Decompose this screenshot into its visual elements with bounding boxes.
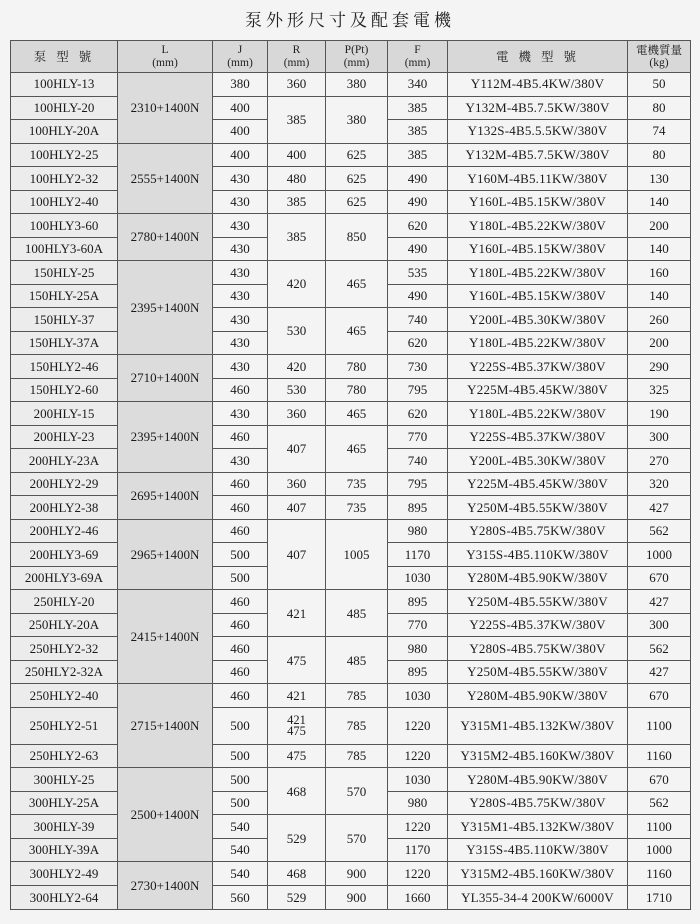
pump-model: 100HLY3-60 (11, 214, 118, 238)
motor-weight: 1000 (628, 838, 691, 862)
length-L: 2710+1400N (118, 355, 213, 402)
pump-model: 300HLY-39 (11, 815, 118, 839)
dim-P: 900 (326, 885, 388, 909)
dim-R: 468 (268, 768, 326, 815)
dim-J: 430 (213, 331, 268, 355)
dim-F: 340 (388, 73, 448, 97)
motor-weight: 670 (628, 768, 691, 792)
motor-weight: 670 (628, 566, 691, 590)
table-row (11, 143, 691, 167)
motor-weight: 270 (628, 449, 691, 473)
dim-R: 480 (268, 167, 326, 191)
header-J: J (mm) (213, 41, 268, 73)
dim-J: 430 (213, 402, 268, 426)
motor-weight: 140 (628, 190, 691, 214)
table-row (11, 496, 691, 520)
dim-F: 740 (388, 449, 448, 473)
motor-model: Y315M1-4B5.132KW/380V (448, 707, 628, 744)
dim-F: 1030 (388, 768, 448, 792)
table-row (11, 815, 691, 839)
dim-P: 570 (326, 768, 388, 815)
motor-model: Y180L-4B5.22KW/380V (448, 261, 628, 285)
dim-J: 430 (213, 190, 268, 214)
motor-model: Y132M-4B5.7.5KW/380V (448, 96, 628, 120)
dim-P: 380 (326, 73, 388, 97)
dim-J: 430 (213, 355, 268, 379)
motor-weight: 427 (628, 590, 691, 614)
dim-F: 795 (388, 472, 448, 496)
motor-weight: 1100 (628, 707, 691, 744)
motor-model: Y315S-4B5.110KW/380V (448, 838, 628, 862)
motor-weight: 300 (628, 613, 691, 637)
pump-model: 100HLY-20 (11, 96, 118, 120)
motor-weight: 200 (628, 214, 691, 238)
dim-J: 500 (213, 744, 268, 768)
dim-J: 500 (213, 791, 268, 815)
motor-model: Y315M1-4B5.132KW/380V (448, 815, 628, 839)
table-row (11, 590, 691, 614)
length-L: 2310+1400N (118, 73, 213, 144)
length-L: 2500+1400N (118, 768, 213, 862)
table-row (11, 214, 691, 238)
header-motor: 電 機 型 號 (448, 41, 628, 73)
table-row (11, 190, 691, 214)
motor-model: Y160L-4B5.15KW/380V (448, 284, 628, 308)
table-row (11, 73, 691, 97)
dim-F: 895 (388, 496, 448, 520)
motor-weight: 1160 (628, 744, 691, 768)
dim-P: 1005 (326, 519, 388, 590)
dim-F: 730 (388, 355, 448, 379)
dim-J: 430 (213, 214, 268, 238)
motor-weight: 200 (628, 331, 691, 355)
dim-J: 460 (213, 425, 268, 449)
pump-model: 250HLY-20 (11, 590, 118, 614)
pump-model: 100HLY2-32 (11, 167, 118, 191)
table-row (11, 425, 691, 449)
dim-J: 400 (213, 143, 268, 167)
dim-J: 500 (213, 707, 268, 744)
motor-model: Y225S-4B5.37KW/380V (448, 425, 628, 449)
table-row (11, 96, 691, 120)
dim-F: 490 (388, 167, 448, 191)
dim-J: 460 (213, 519, 268, 543)
motor-model: Y160M-4B5.11KW/380V (448, 167, 628, 191)
dim-J: 430 (213, 167, 268, 191)
dim-R-upper: 421 (287, 712, 306, 727)
dim-F: 620 (388, 402, 448, 426)
dim-P: 780 (326, 355, 388, 379)
motor-weight: 562 (628, 791, 691, 815)
motor-model: Y160L-4B5.15KW/380V (448, 190, 628, 214)
dim-F: 1220 (388, 707, 448, 744)
motor-weight: 160 (628, 261, 691, 285)
dim-R (268, 707, 326, 744)
dim-R: 385 (268, 214, 326, 261)
motor-weight: 1100 (628, 815, 691, 839)
table-row (11, 744, 691, 768)
dim-F: 770 (388, 613, 448, 637)
pump-model: 250HLY2-40 (11, 684, 118, 708)
dim-J: 540 (213, 862, 268, 886)
dim-P: 465 (326, 308, 388, 355)
dim-R: 530 (268, 378, 326, 402)
motor-weight: 562 (628, 519, 691, 543)
motor-model: Y280S-4B5.75KW/380V (448, 637, 628, 661)
dim-R-lower: 475 (287, 723, 306, 738)
dim-J: 540 (213, 838, 268, 862)
dim-J: 460 (213, 637, 268, 661)
dim-F: 1170 (388, 838, 448, 862)
dim-J: 500 (213, 543, 268, 567)
dim-F: 490 (388, 190, 448, 214)
dim-F: 795 (388, 378, 448, 402)
page-title: 泵外形尺寸及配套電機 (245, 11, 455, 31)
dim-F: 620 (388, 331, 448, 355)
pump-model: 100HLY-13 (11, 73, 118, 97)
table-row (11, 355, 691, 379)
dim-R: 475 (268, 637, 326, 684)
table-row (11, 684, 691, 708)
dim-P: 380 (326, 96, 388, 143)
motor-weight: 140 (628, 284, 691, 308)
dim-F: 1220 (388, 862, 448, 886)
dim-P: 735 (326, 472, 388, 496)
table-row (11, 402, 691, 426)
table-row (11, 707, 691, 744)
dim-J: 400 (213, 120, 268, 144)
pump-model: 250HLY2-32A (11, 660, 118, 684)
dim-R: 420 (268, 355, 326, 379)
pump-model: 150HLY2-60 (11, 378, 118, 402)
header-R: R (mm) (268, 41, 326, 73)
motor-weight: 50 (628, 73, 691, 97)
header-L: L (mm) (118, 41, 213, 73)
dim-F: 1220 (388, 815, 448, 839)
pump-model: 200HLY2-38 (11, 496, 118, 520)
dim-J: 430 (213, 449, 268, 473)
pump-model: 200HLY2-29 (11, 472, 118, 496)
dim-R: 468 (268, 862, 326, 886)
length-L: 2715+1400N (118, 684, 213, 768)
table-row (11, 885, 691, 909)
dim-R: 407 (268, 425, 326, 472)
dim-J: 460 (213, 684, 268, 708)
dim-F: 620 (388, 214, 448, 238)
dim-F: 1170 (388, 543, 448, 567)
table-row (11, 261, 691, 285)
dim-J: 430 (213, 284, 268, 308)
pump-model: 150HLY2-46 (11, 355, 118, 379)
header-P: P(Pt) (mm) (326, 41, 388, 73)
motor-weight: 427 (628, 496, 691, 520)
motor-weight: 670 (628, 684, 691, 708)
motor-model: Y280S-4B5.75KW/380V (448, 791, 628, 815)
motor-model: Y315M2-4B5.160KW/380V (448, 862, 628, 886)
dim-P: 625 (326, 143, 388, 167)
motor-model: Y160L-4B5.15KW/380V (448, 237, 628, 261)
motor-model: Y250M-4B5.55KW/380V (448, 590, 628, 614)
dim-P: 785 (326, 684, 388, 708)
dim-R: 421 (268, 684, 326, 708)
dim-J: 430 (213, 308, 268, 332)
dim-J: 430 (213, 261, 268, 285)
dim-F: 980 (388, 637, 448, 661)
motor-model: Y225M-4B5.45KW/380V (448, 378, 628, 402)
dim-R: 421 (268, 590, 326, 637)
pump-model: 300HLY2-64 (11, 885, 118, 909)
dim-J: 430 (213, 237, 268, 261)
dim-P: 850 (326, 214, 388, 261)
pump-model: 100HLY2-25 (11, 143, 118, 167)
dim-J: 460 (213, 378, 268, 402)
dim-F: 385 (388, 120, 448, 144)
dim-P: 625 (326, 167, 388, 191)
dim-J: 500 (213, 768, 268, 792)
table-row (11, 167, 691, 191)
pump-model: 100HLY3-60A (11, 237, 118, 261)
dim-P: 465 (326, 402, 388, 426)
dim-P: 780 (326, 378, 388, 402)
dim-F: 1220 (388, 744, 448, 768)
length-L: 2415+1400N (118, 590, 213, 684)
dim-R: 407 (268, 496, 326, 520)
table-row (11, 862, 691, 886)
dim-P: 785 (326, 707, 388, 744)
pump-model: 100HLY2-40 (11, 190, 118, 214)
dim-R: 407 (268, 519, 326, 590)
dim-F: 770 (388, 425, 448, 449)
dim-R: 385 (268, 190, 326, 214)
length-L: 2965+1400N (118, 519, 213, 590)
table-row (11, 378, 691, 402)
pump-model: 300HLY-25 (11, 768, 118, 792)
dim-F: 385 (388, 143, 448, 167)
dim-P: 485 (326, 637, 388, 684)
dim-R: 475 (268, 744, 326, 768)
dim-F: 385 (388, 96, 448, 120)
table-row (11, 637, 691, 661)
pump-model: 100HLY-20A (11, 120, 118, 144)
motor-weight: 260 (628, 308, 691, 332)
dim-R: 529 (268, 815, 326, 862)
pump-model: 150HLY-25A (11, 284, 118, 308)
pump-model: 250HLY-20A (11, 613, 118, 637)
length-L: 2695+1400N (118, 472, 213, 519)
motor-model: Y200L-4B5.30KW/380V (448, 449, 628, 473)
motor-model: Y280M-4B5.90KW/380V (448, 768, 628, 792)
table-row (11, 308, 691, 332)
pump-model: 200HLY2-46 (11, 519, 118, 543)
pump-model: 200HLY3-69A (11, 566, 118, 590)
dim-R: 529 (268, 885, 326, 909)
motor-weight: 80 (628, 143, 691, 167)
motor-weight: 290 (628, 355, 691, 379)
motor-weight: 427 (628, 660, 691, 684)
dim-R: 360 (268, 472, 326, 496)
motor-model: Y132S-4B5.5.5KW/380V (448, 120, 628, 144)
pump-model: 300HLY-39A (11, 838, 118, 862)
motor-model: Y280S-4B5.75KW/380V (448, 519, 628, 543)
dim-J: 460 (213, 613, 268, 637)
pump-spec-table (10, 40, 691, 910)
dim-F: 895 (388, 660, 448, 684)
pump-model: 150HLY-37 (11, 308, 118, 332)
pump-model: 200HLY3-69 (11, 543, 118, 567)
pump-model: 250HLY2-51 (11, 707, 118, 744)
table-row (11, 768, 691, 792)
motor-weight: 1710 (628, 885, 691, 909)
pump-model: 200HLY-15 (11, 402, 118, 426)
header-F: F (mm) (388, 41, 448, 73)
length-L: 2730+1400N (118, 862, 213, 910)
dim-F: 535 (388, 261, 448, 285)
dim-R: 385 (268, 96, 326, 143)
dim-F: 895 (388, 590, 448, 614)
motor-model: Y200L-4B5.30KW/380V (448, 308, 628, 332)
pump-model: 250HLY2-32 (11, 637, 118, 661)
dim-J: 460 (213, 496, 268, 520)
header-row (11, 41, 691, 73)
dim-F: 1030 (388, 684, 448, 708)
motor-weight: 130 (628, 167, 691, 191)
dim-F: 1030 (388, 566, 448, 590)
dim-R: 400 (268, 143, 326, 167)
table-row (11, 472, 691, 496)
motor-weight: 74 (628, 120, 691, 144)
dim-P: 625 (326, 190, 388, 214)
pump-model: 250HLY2-63 (11, 744, 118, 768)
motor-model: Y180L-4B5.22KW/380V (448, 331, 628, 355)
length-L: 2395+1400N (118, 402, 213, 473)
dim-J: 460 (213, 472, 268, 496)
dim-P: 465 (326, 425, 388, 472)
pump-model: 300HLY-25A (11, 791, 118, 815)
motor-weight: 325 (628, 378, 691, 402)
motor-weight: 320 (628, 472, 691, 496)
dim-J: 500 (213, 566, 268, 590)
pump-model: 150HLY-37A (11, 331, 118, 355)
dim-P: 785 (326, 744, 388, 768)
table-body (11, 73, 691, 910)
pump-model: 200HLY-23 (11, 425, 118, 449)
header-model: 泵 型 號 (11, 41, 118, 73)
motor-weight: 80 (628, 96, 691, 120)
motor-model: Y315S-4B5.110KW/380V (448, 543, 628, 567)
dim-J: 460 (213, 590, 268, 614)
motor-model: Y225S-4B5.37KW/380V (448, 613, 628, 637)
length-L: 2555+1400N (118, 143, 213, 214)
motor-model: Y132M-4B5.7.5KW/380V (448, 143, 628, 167)
motor-model: YL355-34-4 200KW/6000V (448, 885, 628, 909)
dim-P: 570 (326, 815, 388, 862)
dim-R: 360 (268, 73, 326, 97)
dim-P: 485 (326, 590, 388, 637)
pump-model: 300HLY2-49 (11, 862, 118, 886)
dim-J: 540 (213, 815, 268, 839)
motor-weight: 300 (628, 425, 691, 449)
header-weight: 電機質量 (kg) (628, 41, 691, 73)
dim-P: 465 (326, 261, 388, 308)
dim-P: 735 (326, 496, 388, 520)
dim-F: 980 (388, 519, 448, 543)
dim-J: 400 (213, 96, 268, 120)
motor-model: Y180L-4B5.22KW/380V (448, 214, 628, 238)
motor-model: Y280M-4B5.90KW/380V (448, 684, 628, 708)
dim-F: 740 (388, 308, 448, 332)
motor-model: Y250M-4B5.55KW/380V (448, 496, 628, 520)
motor-weight: 1160 (628, 862, 691, 886)
motor-model: Y180L-4B5.22KW/380V (448, 402, 628, 426)
pump-model: 150HLY-25 (11, 261, 118, 285)
pump-model: 200HLY-23A (11, 449, 118, 473)
motor-model: Y225M-4B5.45KW/380V (448, 472, 628, 496)
motor-weight: 190 (628, 402, 691, 426)
dim-R: 530 (268, 308, 326, 355)
motor-model: Y250M-4B5.55KW/380V (448, 660, 628, 684)
dim-P: 900 (326, 862, 388, 886)
motor-weight: 562 (628, 637, 691, 661)
dim-J: 560 (213, 885, 268, 909)
motor-model: Y280M-4B5.90KW/380V (448, 566, 628, 590)
length-L: 2395+1400N (118, 261, 213, 355)
dim-F: 1660 (388, 885, 448, 909)
dim-F: 490 (388, 284, 448, 308)
motor-weight: 140 (628, 237, 691, 261)
motor-model: Y225S-4B5.37KW/380V (448, 355, 628, 379)
length-L: 2780+1400N (118, 214, 213, 261)
motor-weight: 1000 (628, 543, 691, 567)
motor-model: Y112M-4B5.4KW/380V (448, 73, 628, 97)
table-row (11, 519, 691, 543)
dim-J: 380 (213, 73, 268, 97)
motor-model: Y315M2-4B5.160KW/380V (448, 744, 628, 768)
dim-R: 360 (268, 402, 326, 426)
dim-R: 420 (268, 261, 326, 308)
dim-F: 490 (388, 237, 448, 261)
dim-J: 460 (213, 660, 268, 684)
dim-F: 980 (388, 791, 448, 815)
